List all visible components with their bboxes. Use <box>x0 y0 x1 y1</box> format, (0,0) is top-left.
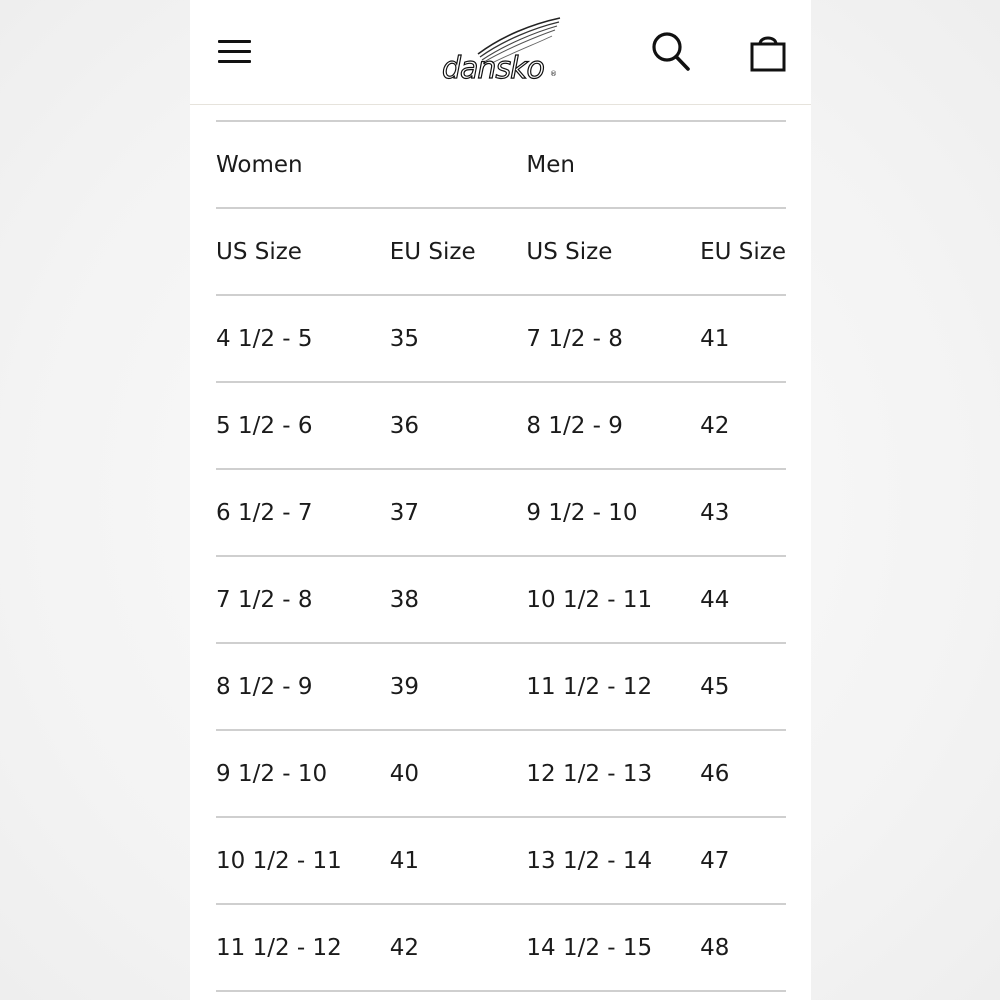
table-cell: 10 1/2 - 11 <box>216 817 390 904</box>
hamburger-menu-icon[interactable] <box>218 38 252 66</box>
table-cell: 8 1/2 - 9 <box>526 382 700 469</box>
table-cell: 12 1/2 - 13 <box>526 730 700 817</box>
column-header: EU Size <box>700 208 786 295</box>
table-row <box>216 817 786 904</box>
column-header: US Size <box>216 208 390 295</box>
table-cell: 37 <box>390 469 527 556</box>
site-header <box>190 0 811 105</box>
table-row <box>216 643 786 730</box>
table-cell: 13 1/2 - 14 <box>526 817 700 904</box>
table-cell: 7 1/2 - 8 <box>526 295 700 382</box>
table-cell: 43 <box>700 469 786 556</box>
table-row <box>216 382 786 469</box>
column-header: EU Size <box>390 208 527 295</box>
table-row <box>216 730 786 817</box>
table-cell: 9 1/2 - 10 <box>216 730 390 817</box>
logo-text: dansko <box>442 51 544 86</box>
group-header-row <box>216 121 786 208</box>
search-icon[interactable] <box>650 30 692 74</box>
table-cell: 41 <box>700 295 786 382</box>
table-cell: 7 1/2 - 8 <box>216 556 390 643</box>
table-cell: 42 <box>390 904 527 991</box>
table-row <box>216 295 786 382</box>
dansko-logo[interactable] <box>440 16 562 86</box>
table-cell: 42 <box>700 382 786 469</box>
table-cell: 5 1/2 - 6 <box>216 382 390 469</box>
shopping-bag-icon[interactable] <box>748 32 788 74</box>
table-cell: 11 1/2 - 12 <box>216 904 390 991</box>
size-chart-table <box>216 120 786 992</box>
group-women: Women <box>216 121 526 208</box>
column-header-row <box>216 208 786 295</box>
table-row <box>216 469 786 556</box>
group-men: Men <box>526 121 786 208</box>
table-cell: 35 <box>390 295 527 382</box>
table-cell: 14 1/2 - 15 <box>526 904 700 991</box>
table-cell: 10 1/2 - 11 <box>526 556 700 643</box>
table-cell: 41 <box>390 817 527 904</box>
mobile-page <box>190 0 811 1000</box>
table-cell: 4 1/2 - 5 <box>216 295 390 382</box>
table-row <box>216 556 786 643</box>
table-cell: 40 <box>390 730 527 817</box>
table-cell: 36 <box>390 382 527 469</box>
table-cell: 6 1/2 - 7 <box>216 469 390 556</box>
table-cell: 11 1/2 - 12 <box>526 643 700 730</box>
column-header: US Size <box>526 208 700 295</box>
table-cell: 9 1/2 - 10 <box>526 469 700 556</box>
table-cell: 38 <box>390 556 527 643</box>
table-cell: 47 <box>700 817 786 904</box>
table-row <box>216 904 786 991</box>
table-cell: 39 <box>390 643 527 730</box>
table-cell: 44 <box>700 556 786 643</box>
table-cell: 8 1/2 - 9 <box>216 643 390 730</box>
table-cell: 45 <box>700 643 786 730</box>
table-cell: 48 <box>700 904 786 991</box>
registered-mark: ® <box>550 70 557 78</box>
table-cell: 46 <box>700 730 786 817</box>
